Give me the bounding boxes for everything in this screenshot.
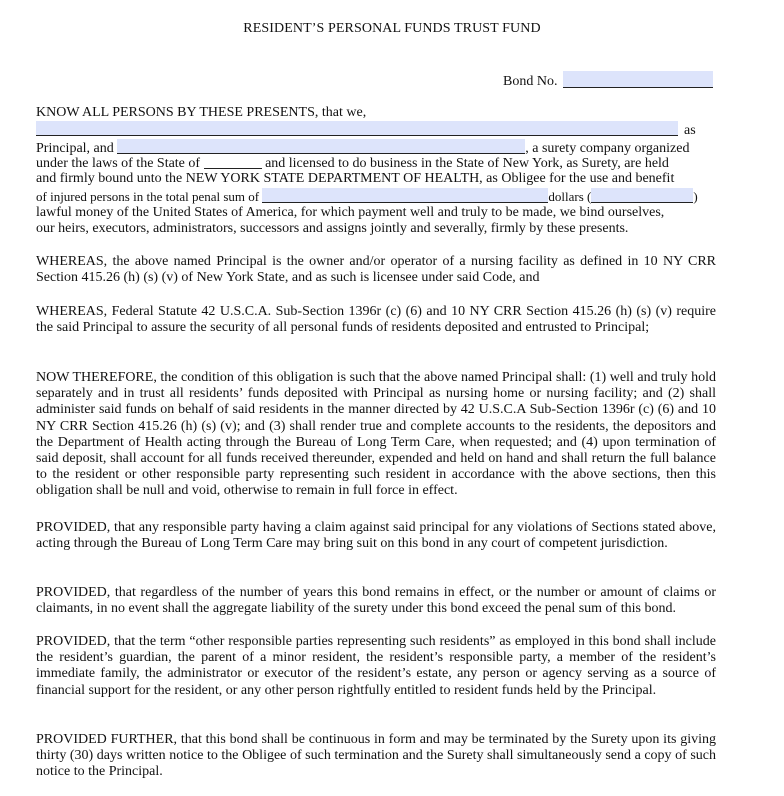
- laws-state-label: under the laws of the State of: [36, 156, 201, 171]
- surety-company-label: , a surety company organized: [525, 141, 690, 156]
- injured-label: of injured persons in the total penal sum of: [36, 189, 260, 204]
- provided-further-paragraph: PROVIDED FURTHER, that this bond shall be continuous in form and may be terminated by the Surety upon its giving thirty (30) days written notice to the Obligee of such termination and the Surety shall simultaneously send a copy of such notice to the Principal.: [36, 732, 716, 780]
- intro-line-1: KNOW ALL PERSONS BY THESE PRESENTS, that we,: [36, 105, 367, 120]
- close-paren: ): [693, 189, 698, 204]
- principal-name-field[interactable]: [36, 121, 678, 136]
- document-title: RESIDENT’S PERSONAL FUNDS TRUST FUND: [243, 21, 541, 36]
- whereas-paragraph-1: WHEREAS, the above named Principal is the owner and/or operator of a nursing facility as defined in 10 NY CRR Section 415.26 (h) (s) (v) of New York State, and as such is licensee under said Code, and: [36, 254, 716, 286]
- bond-number-label: Bond No.: [503, 74, 558, 89]
- heirs-row: our heirs, executors, administrators, successors and assigns jointly and severally, firmly by these presents.: [36, 221, 629, 236]
- provided-paragraph-2: PROVIDED, that regardless of the number of years this bond remains in effect, or the number or amount of claims or claimants, in no event shall the aggregate liability of the surety under this bond exceed the penal sum of this bond.: [36, 585, 716, 617]
- as-label: as: [684, 123, 696, 138]
- penal-sum-field[interactable]: [262, 188, 548, 203]
- surety-name-field[interactable]: [117, 139, 525, 154]
- lawful-money-row: lawful money of the United States of America, for which payment well and truly to be made, we bind ourselves,: [36, 205, 665, 220]
- dollars-label: dollars (: [548, 189, 592, 204]
- principal-and-label: Principal, and: [36, 141, 114, 156]
- now-therefore-paragraph: NOW THEREFORE, the condition of this obligation is such that the above named Principal shall: (1) well and truly hold separately and in trust all residents’ funds deposited with Principal as nursing home or nursing facility; and (2) shall administer said funds on behalf of said residents in the manner directed by 42 U.S.C.A Sub-Section 1396r (c) (6) and 10 NY CRR Section 415.26 (h) (s) (v); and (3) shall render true and complete accounts to the residents, the depositors and the Department of Health acting through the Bureau of Long Term Care, when requested; and (4) upon termination of said deposit, shall account for all funds received thereunder, expended and held on hand and shall return the full balance to the resident or other responsible party representing such resident in accordance with the above sections, then this obligation shall be null and void, otherwise to remain in full force in effect.: [36, 370, 716, 499]
- bond-number-row: [503, 71, 713, 90]
- provided-paragraph-3: PROVIDED, that the term “other responsible parties representing such residents” as employed in this bond shall include the resident’s guardian, the parent of a minor resident, the resident’s responsible party, a member of the resident’s immediate family, the administrator or executor of the resident’s estate, any person or agency serving as a source of financial support for the resident, or any other person rightfully entitled to resident funds held by the Principal.: [36, 634, 716, 698]
- principal-name-row: [36, 121, 698, 139]
- bound-row: and firmly bound unto the NEW YORK STATE DEPARTMENT OF HEALTH, as Obligee for the use and benefit: [36, 171, 675, 186]
- state-field[interactable]: [204, 155, 262, 169]
- bond-number-field[interactable]: [563, 71, 713, 88]
- state-row: [36, 155, 669, 172]
- dollars-amount-field[interactable]: [591, 188, 693, 203]
- penal-sum-row: [36, 188, 698, 205]
- whereas-paragraph-2: WHEREAS, Federal Statute 42 U.S.C.A. Sub-Section 1396r (c) (6) and 10 NY CRR Section 415.26 (h) (s) (v) require the said Principal to assure the security of all personal funds of residents deposited and entrusted to Principal;: [36, 304, 716, 336]
- licensed-label: and licensed to do business in the State of New York, as Surety, are held: [265, 156, 669, 171]
- provided-paragraph-1: PROVIDED, that any responsible party having a claim against said principal for any violations of Sections stated above, acting through the Bureau of Long Term Care may bring suit on this bond in any court of competent jurisdiction.: [36, 520, 716, 552]
